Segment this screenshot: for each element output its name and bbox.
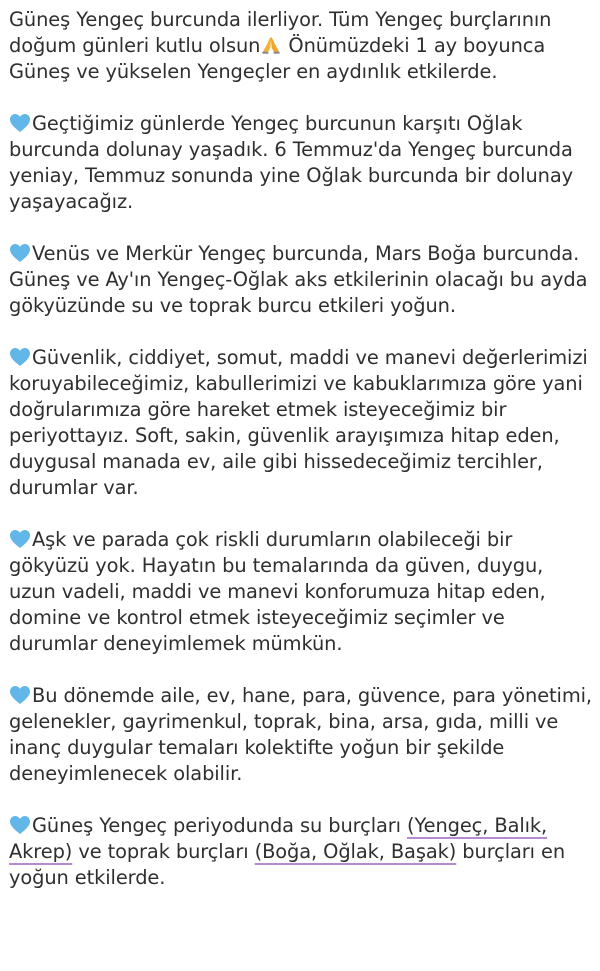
paragraph xyxy=(9,683,594,787)
paragraph-text: Güneş Yengeç burcunda ilerliyor. Tüm Yengeç burçlarının doğum günleri kutlu olsun xyxy=(9,8,552,57)
blue-heart-icon xyxy=(9,685,31,705)
earth-signs-highlight: (Boğa, Oğlak, Başak) xyxy=(254,840,457,863)
water-signs-highlight: (Yengeç, Balık, Akrep) xyxy=(9,814,548,863)
paragraph-text: Venüs ve Merkür Yengeç burcunda, Mars Boğa burcunda. Güneş ve Ay'ın Yengeç-Oğlak aks etkilerinin olacağı bu ayda gökyüzünde su ve toprak burcu etkileri yoğun. xyxy=(9,242,588,317)
paragraph xyxy=(9,7,594,85)
post-body xyxy=(9,7,594,917)
paragraph xyxy=(9,111,594,215)
folded-hands-icon xyxy=(261,35,281,55)
blue-heart-icon xyxy=(9,243,31,263)
paragraph xyxy=(9,527,594,657)
blue-heart-icon xyxy=(9,815,31,835)
paragraph-text: Geçtiğimiz günlerde Yengeç burcunun karşıtı Oğlak burcunda dolunay yaşadık. 6 Temmuz'da Yengeç burcunda yeniay, Temmuz sonunda yine Oğlak burcunda bir dolunay yaşayacağız. xyxy=(9,112,573,213)
blue-heart-icon xyxy=(9,347,31,367)
paragraph-text: burçları en yoğun etkilerde. xyxy=(9,840,566,889)
paragraph-text: Aşk ve parada çok riskli durumların olabileceği bir gökyüzü yok. Hayatın bu temalarında da güven, duygu, uzun vadeli, maddi ve manevi konforumuza hitap eden, domine ve kontrol etmek isteyeceğimiz seçimler ve durumlar deneyimlemek mümkün. xyxy=(9,528,546,655)
paragraph-text: ve toprak burçları xyxy=(72,840,255,863)
paragraph-text: Önümüzdeki 1 ay boyunca Güneş ve yükselen Yengeçler en aydınlık etkilerde. xyxy=(9,34,546,83)
paragraph-text: Bu dönemde aile, ev, hane, para, güvence, para yönetimi, gelenekler, gayrimenkul, toprak, bina, arsa, gıda, milli ve inanç duygular temaları kolektifte yoğun bir şekilde deneyimlenecek olabilir. xyxy=(9,684,592,785)
paragraph xyxy=(9,241,594,319)
blue-heart-icon xyxy=(9,529,31,549)
paragraph-text: Güvenlik, ciddiyet, somut, maddi ve manevi değerlerimizi koruyabileceğimiz, kabullerimizi ve kabuklarımıza göre yani doğrularımıza göre hareket etmek isteyeceğimiz bir periyottayız. Soft, sakin, güvenlik arayışımıza hitap eden, duygusal manada ev, aile gibi hissedeceğimiz tercihler, durumlar var. xyxy=(9,346,588,499)
paragraph xyxy=(9,345,594,501)
blue-heart-icon xyxy=(9,113,31,133)
paragraph-text: Güneş Yengeç periyodunda su burçları xyxy=(32,814,407,837)
paragraph xyxy=(9,813,594,891)
